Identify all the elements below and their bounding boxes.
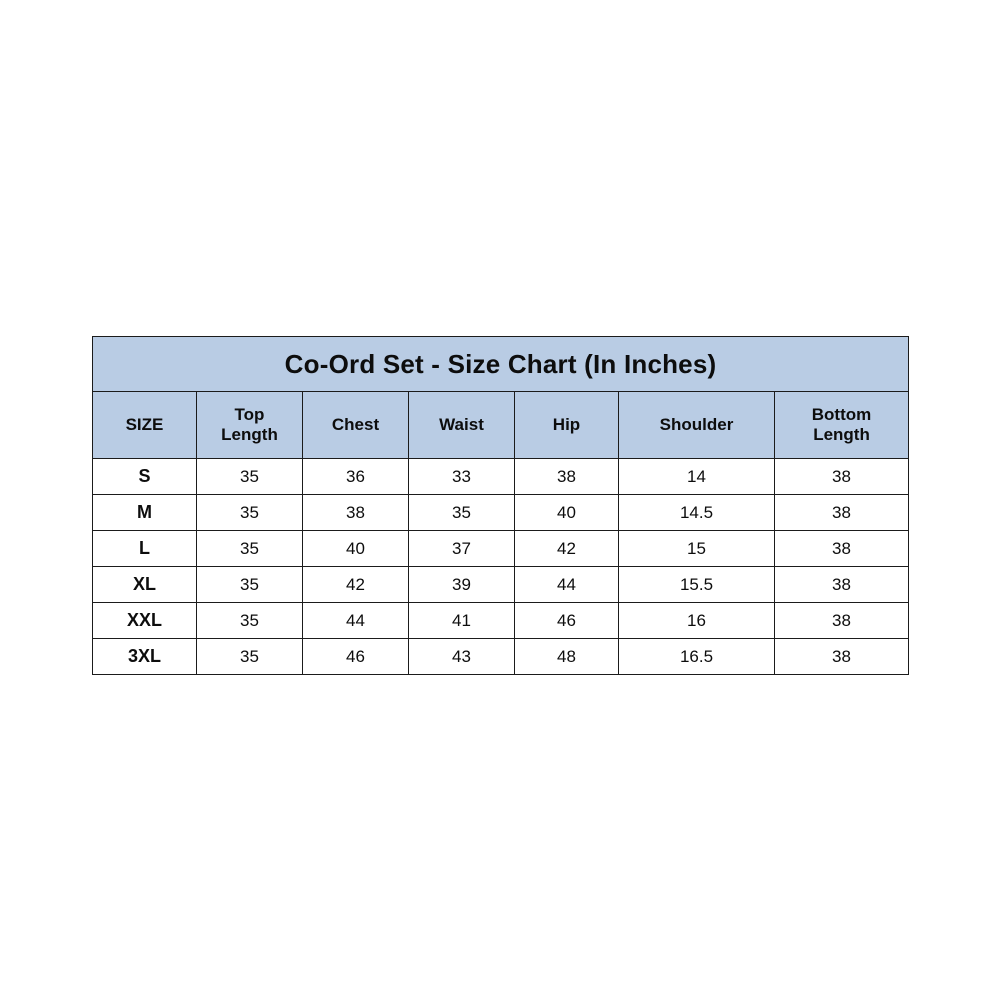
- cell-shoulder: 16: [619, 603, 775, 639]
- cell-chest: 38: [303, 495, 409, 531]
- cell-hip: 42: [515, 531, 619, 567]
- cell-hip: 44: [515, 567, 619, 603]
- cell-waist: 37: [409, 531, 515, 567]
- column-header-size: SIZE: [93, 392, 197, 459]
- cell-chest: 40: [303, 531, 409, 567]
- cell-bottom-length: 38: [775, 639, 909, 675]
- cell-shoulder: 15: [619, 531, 775, 567]
- column-header-hip: Hip: [515, 392, 619, 459]
- cell-size: M: [93, 495, 197, 531]
- cell-size: L: [93, 531, 197, 567]
- cell-bottom-length: 38: [775, 567, 909, 603]
- column-header-shoulder: Shoulder: [619, 392, 775, 459]
- table-row: [93, 639, 909, 675]
- cell-shoulder: 14.5: [619, 495, 775, 531]
- size-chart-table: [92, 336, 909, 675]
- cell-bottom-length: 38: [775, 459, 909, 495]
- cell-chest: 46: [303, 639, 409, 675]
- column-header-bottom-length-line2: Length: [813, 425, 870, 444]
- chart-title: Co-Ord Set - Size Chart (In Inches): [93, 337, 909, 392]
- cell-size: 3XL: [93, 639, 197, 675]
- cell-bottom-length: 38: [775, 603, 909, 639]
- cell-shoulder: 16.5: [619, 639, 775, 675]
- cell-shoulder: 15.5: [619, 567, 775, 603]
- cell-waist: 43: [409, 639, 515, 675]
- cell-shoulder: 14: [619, 459, 775, 495]
- table-row: [93, 531, 909, 567]
- table-header-row: [93, 392, 909, 459]
- cell-top-length: 35: [197, 567, 303, 603]
- cell-hip: 48: [515, 639, 619, 675]
- column-header-top-length-line1: Top: [234, 405, 265, 425]
- column-header-bottom-length: [775, 392, 909, 459]
- column-header-top-length-line2: Length: [221, 425, 278, 444]
- size-chart-container: [92, 336, 908, 675]
- cell-hip: 40: [515, 495, 619, 531]
- cell-size: XXL: [93, 603, 197, 639]
- table-row: [93, 567, 909, 603]
- column-header-bottom-length-line1: Bottom: [811, 405, 872, 425]
- cell-waist: 33: [409, 459, 515, 495]
- cell-chest: 44: [303, 603, 409, 639]
- column-header-waist: Waist: [409, 392, 515, 459]
- cell-hip: 46: [515, 603, 619, 639]
- cell-top-length: 35: [197, 639, 303, 675]
- cell-hip: 38: [515, 459, 619, 495]
- cell-waist: 39: [409, 567, 515, 603]
- table-title-row: [93, 337, 909, 392]
- column-header-chest: Chest: [303, 392, 409, 459]
- cell-waist: 41: [409, 603, 515, 639]
- cell-bottom-length: 38: [775, 531, 909, 567]
- column-header-top-length: [197, 392, 303, 459]
- table-row: [93, 459, 909, 495]
- cell-top-length: 35: [197, 459, 303, 495]
- cell-chest: 42: [303, 567, 409, 603]
- cell-size: S: [93, 459, 197, 495]
- table-row: [93, 603, 909, 639]
- cell-bottom-length: 38: [775, 495, 909, 531]
- cell-waist: 35: [409, 495, 515, 531]
- cell-top-length: 35: [197, 531, 303, 567]
- cell-chest: 36: [303, 459, 409, 495]
- cell-size: XL: [93, 567, 197, 603]
- cell-top-length: 35: [197, 603, 303, 639]
- cell-top-length: 35: [197, 495, 303, 531]
- table-row: [93, 495, 909, 531]
